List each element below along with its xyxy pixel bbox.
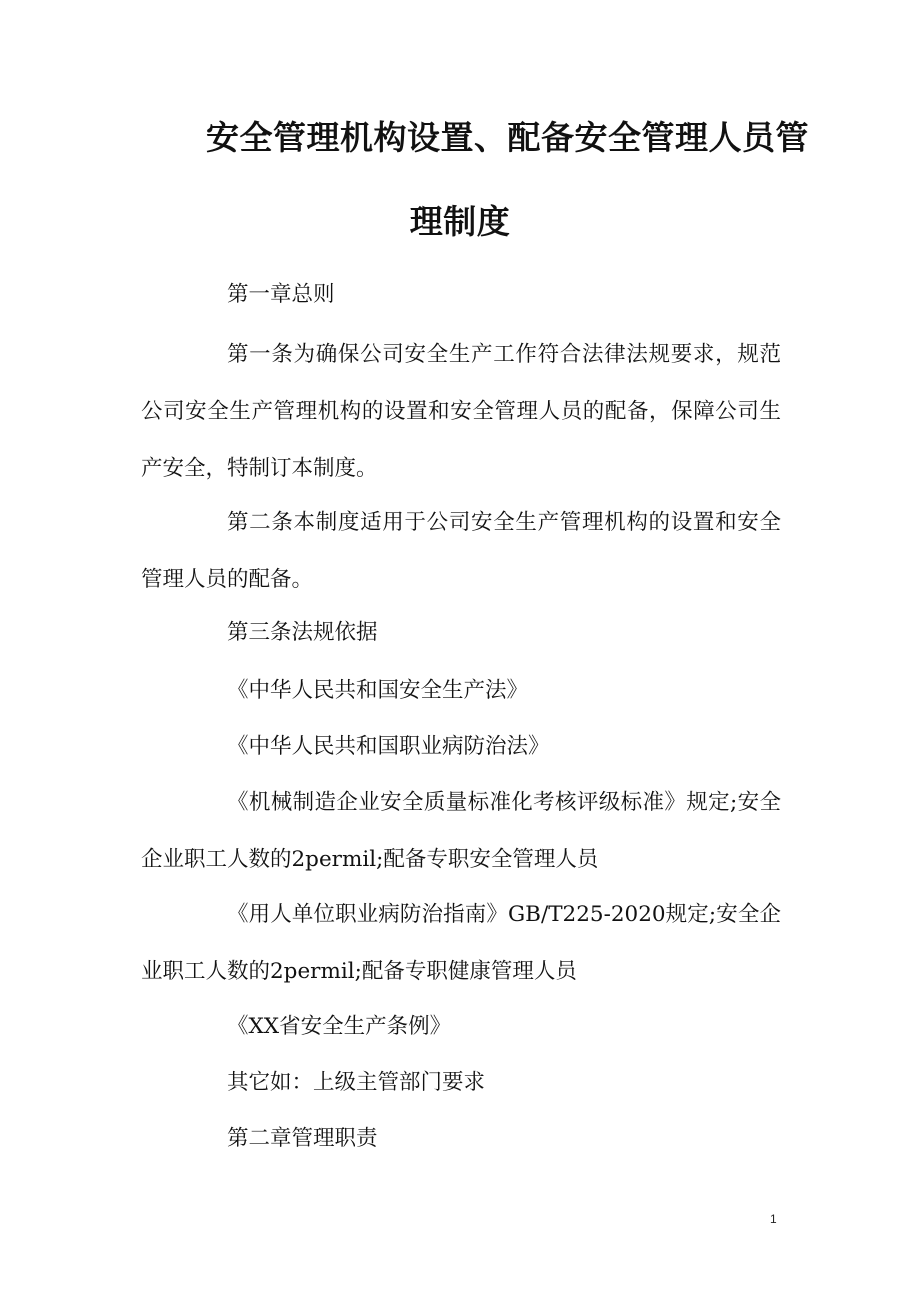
law-reference-provincial: 《XX省安全生产条例》 — [227, 1014, 452, 1039]
page-number: 1 — [770, 1212, 777, 1226]
standard-reference-employer-guide: 《用人单位职业病防治指南》GB/T225-2020规定;安全企业职工人数的2permil;配备专职健康管理人员 — [141, 902, 781, 984]
article-3-paragraph: 第三条法规依据 — [227, 620, 378, 645]
law-reference-occupational-disease: 《中华人民共和国职业病防治法》 — [227, 734, 550, 759]
chapter-heading-general: 第一章总则 — [227, 282, 335, 307]
document-title-line-1: 安全管理机构设置、配备安全管理人员管 — [206, 118, 809, 157]
standard-reference-machinery: 《机械制造企业安全质量标准化考核评级标准》规定;安全企业职工人数的2permil;配备专职安全管理人员 — [141, 790, 781, 872]
other-requirements: 其它如：上级主管部门要求 — [227, 1070, 486, 1095]
article-1-paragraph: 第一条为确保公司安全生产工作符合法律法规要求，规范公司安全生产管理机构的设置和安全管理人员的配备，保障公司生产安全，特制订本制度。 — [141, 342, 781, 481]
chapter-heading-responsibilities: 第二章管理职责 — [227, 1126, 378, 1151]
law-reference-safety-production: 《中华人民共和国安全生产法》 — [227, 678, 529, 703]
article-2-paragraph: 第二条本制度适用于公司安全生产管理机构的设置和安全管理人员的配备。 — [141, 510, 781, 592]
document-title-line-2: 理制度 — [409, 202, 511, 241]
